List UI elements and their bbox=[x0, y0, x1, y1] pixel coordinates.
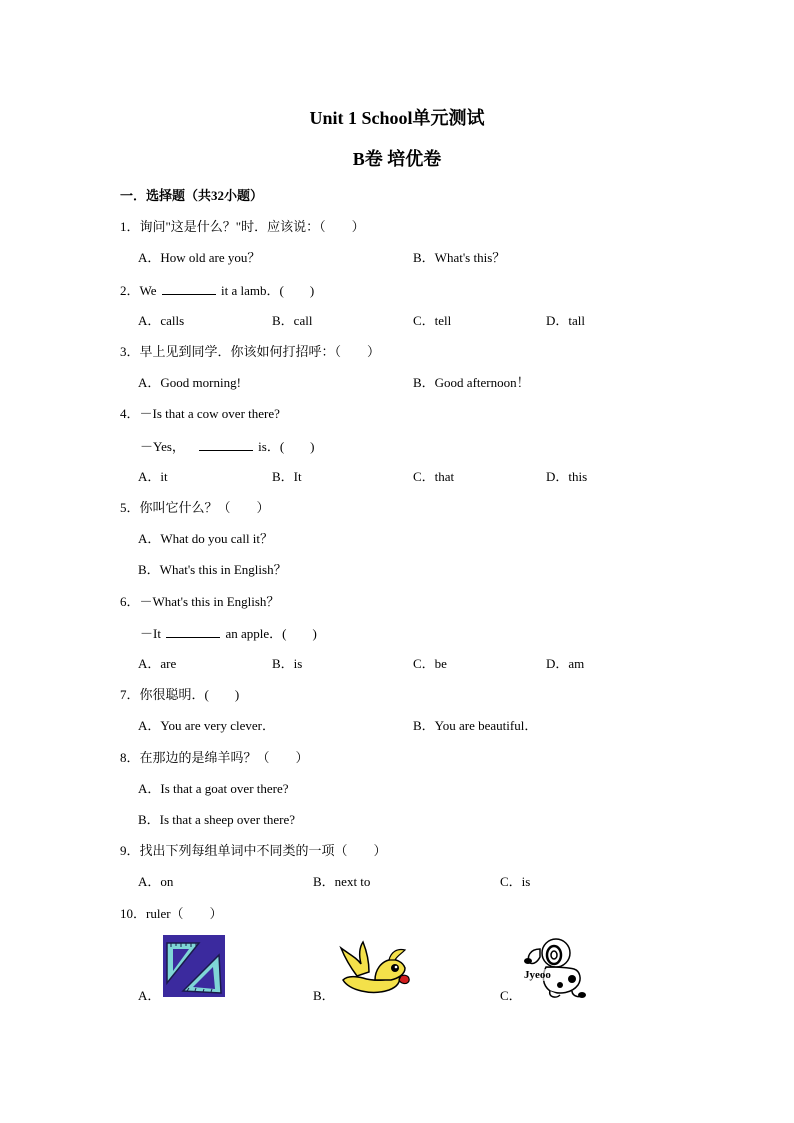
question-8-stem: 8．在那边的是绵羊吗？（ ） bbox=[120, 750, 309, 765]
question-3-stem: 3．早上见到同学．你该如何打招呼：（ ） bbox=[120, 344, 381, 359]
dog-icon bbox=[520, 935, 590, 1001]
question-2-stem-pre: 2．We bbox=[120, 283, 160, 298]
dog-picture bbox=[520, 935, 590, 1001]
bird-picture bbox=[335, 940, 413, 1002]
question-2-stem-post: it a lamb．( ) bbox=[217, 283, 315, 298]
question-9-stem: 9．找出下列每组单词中不同类的一项（ ） bbox=[120, 843, 387, 858]
question-10-option-b: B． bbox=[313, 988, 335, 1003]
question-6-option-c: C．be bbox=[413, 656, 447, 671]
question-9-option-b: B．next to bbox=[313, 874, 371, 889]
question-1-stem: 1．询问"这是什么？"时．应该说：（ ） bbox=[120, 219, 365, 234]
answer-blank bbox=[166, 625, 220, 638]
watermark-text: Jyeoo bbox=[524, 969, 551, 981]
question-2-option-d: D．tall bbox=[546, 313, 585, 328]
question-6-stem: 6．－What's this in English？ bbox=[120, 594, 280, 609]
question-8-option-b: B．Is that a sheep over there? bbox=[138, 812, 296, 827]
question-6-answer-post: an apple．( ) bbox=[222, 626, 317, 641]
question-5-option-b: B．What's this in English？ bbox=[138, 562, 287, 577]
question-3-option-b: B．Good afternoon！ bbox=[413, 375, 530, 390]
question-10-option-c: C． bbox=[500, 988, 522, 1003]
question-1-option-b: B．What's this？ bbox=[413, 250, 506, 265]
ruler-set-square-icon bbox=[163, 935, 225, 997]
question-4-option-d: D．this bbox=[546, 469, 588, 484]
document-title: Unit 1 School单元测试 bbox=[309, 108, 485, 128]
question-1-option-a: A．How old are you？ bbox=[138, 250, 261, 265]
question-7-option-b: B．You are beautiful． bbox=[413, 718, 538, 733]
question-8-option-a: A．Is that a goat over there? bbox=[138, 781, 289, 796]
question-4-answer-post: is．( ) bbox=[254, 439, 315, 454]
question-2-option-b: B．call bbox=[272, 313, 313, 328]
question-7-stem: 7．你很聪明．( ) bbox=[120, 687, 240, 702]
bird-icon bbox=[335, 940, 413, 1002]
question-4-option-b: B．It bbox=[272, 469, 302, 484]
question-6-answer-line bbox=[140, 625, 317, 642]
question-3-option-a: A．Good morning! bbox=[138, 375, 241, 390]
section-heading: 一．选择题（共32小题） bbox=[120, 188, 264, 203]
question-4-answer-line bbox=[140, 438, 315, 455]
question-6-answer-pre: －It bbox=[140, 626, 165, 641]
question-6-option-b: B．is bbox=[272, 656, 303, 671]
question-6-option-d: D．am bbox=[546, 656, 585, 671]
document-subtitle: B卷 培优卷 bbox=[352, 149, 442, 169]
question-5-option-a: A．What do you call it？ bbox=[138, 531, 274, 546]
question-4-option-c: C．that bbox=[413, 469, 455, 484]
question-9-option-a: A．on bbox=[138, 874, 174, 889]
question-10-option-a: A． bbox=[138, 988, 161, 1003]
answer-blank bbox=[199, 438, 253, 451]
question-4-answer-pre: －Yes， bbox=[140, 439, 185, 454]
question-10-stem: 10．ruler（ ） bbox=[120, 906, 223, 921]
question-2-stem bbox=[120, 282, 314, 299]
question-7-option-a: A．You are very clever． bbox=[138, 718, 275, 733]
question-2-option-a: A．calls bbox=[138, 313, 185, 328]
ruler-picture bbox=[163, 935, 225, 997]
question-2-option-c: C．tell bbox=[413, 313, 452, 328]
question-5-stem: 5．你叫它什么？（ ） bbox=[120, 500, 270, 515]
question-9-option-c: C．is bbox=[500, 874, 531, 889]
answer-blank bbox=[162, 282, 216, 295]
question-4-option-a: A．it bbox=[138, 469, 168, 484]
question-6-option-a: A．are bbox=[138, 656, 177, 671]
question-4-stem: 4．－Is that a cow over there? bbox=[120, 406, 280, 421]
